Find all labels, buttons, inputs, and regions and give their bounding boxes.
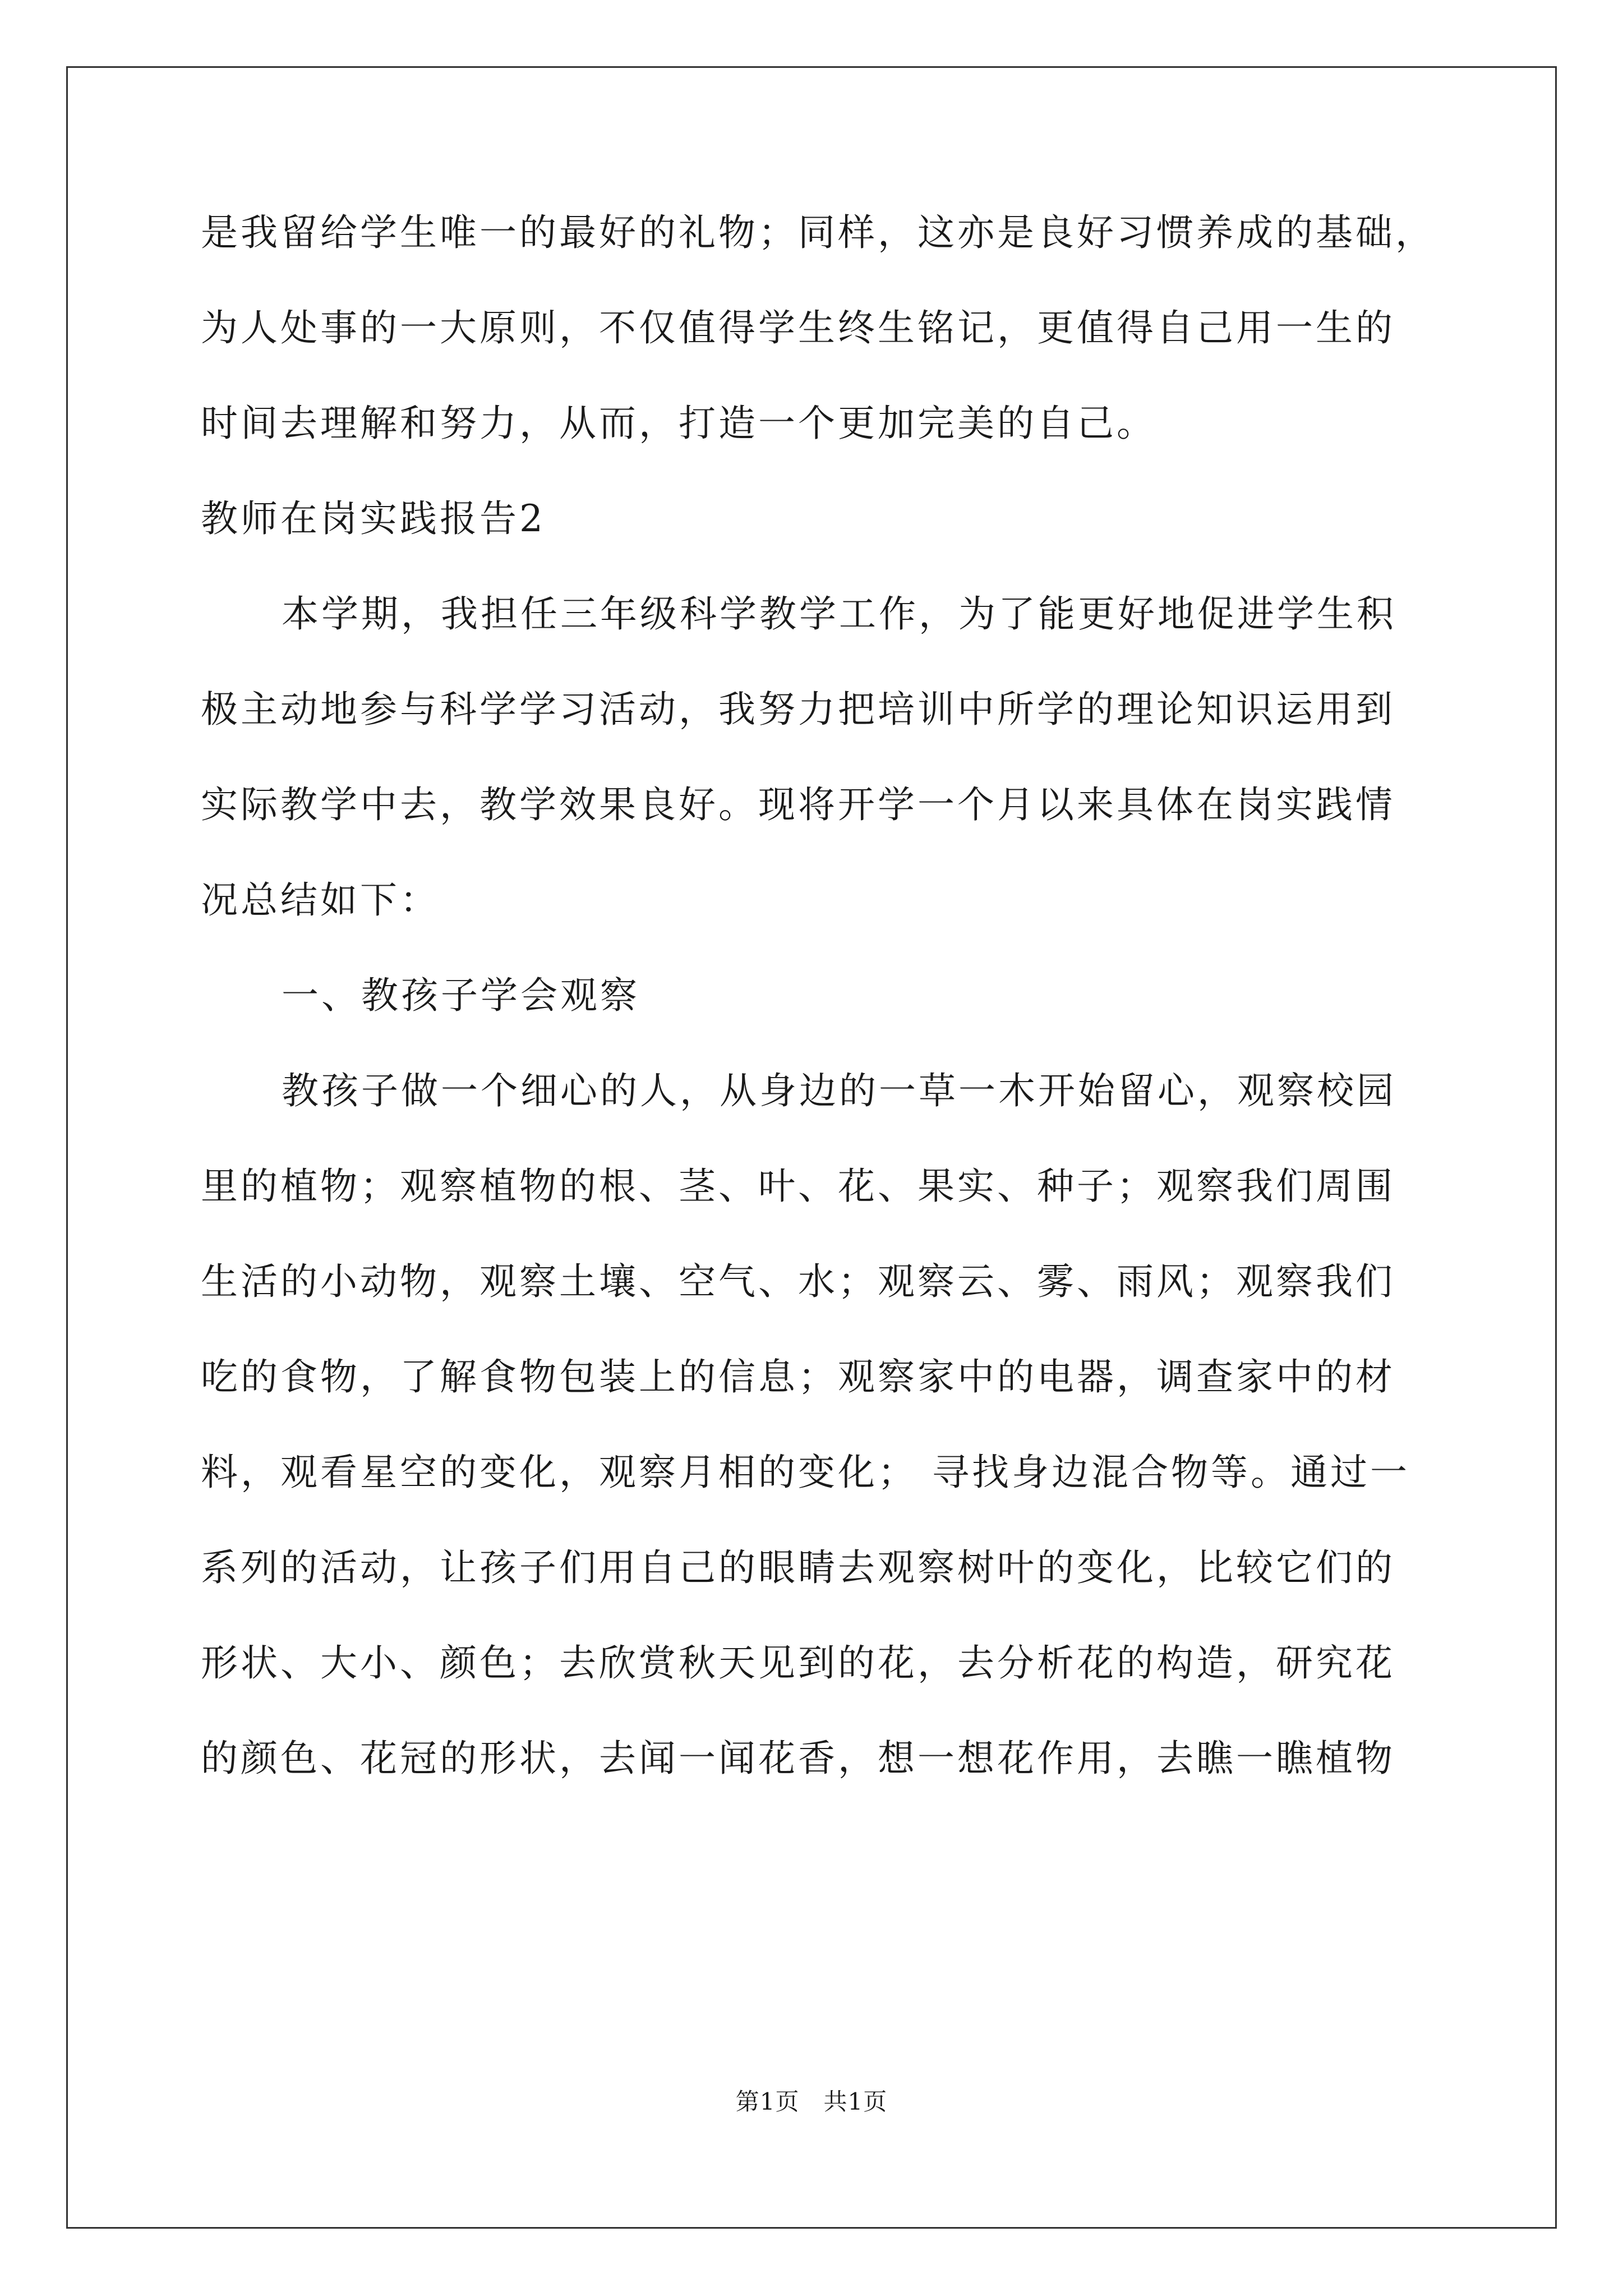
page-border bbox=[66, 66, 1557, 2229]
paragraph-line: 本学期，我担任三年级科学教学工作，为了能更好地促进学生积 bbox=[282, 592, 1396, 636]
paragraph-line: 时间去理解和努力，从而，打造一个更加完美的自己。 bbox=[201, 402, 1156, 445]
section-heading: 教师在岗实践报告2 bbox=[201, 497, 546, 540]
paragraph-line: 为人处事的一大原则，不仅值得学生终生铭记，更值得自己用一生的 bbox=[201, 306, 1395, 349]
paragraph-line: 里的植物；观察植物的根、茎、叶、花、果实、种子；观察我们周围 bbox=[201, 1165, 1395, 1208]
paragraph-line: 形状、大小、颜色；去欣赏秋天见到的花，去分析花的构造，研究花 bbox=[201, 1641, 1395, 1685]
paragraph-line: 是我留给学生唯一的最好的礼物；同样，这亦是良好习惯养成的基础， bbox=[201, 211, 1435, 254]
paragraph-line: 实际教学中去，教学效果良好。现将开学一个月以来具体在岗实践情 bbox=[201, 783, 1395, 826]
paragraph-line: 生活的小动物，观察土壤、空气、水；观察云、雾、雨风；观察我们 bbox=[201, 1260, 1395, 1303]
paragraph-line: 极主动地参与科学学习活动，我努力把培训中所学的理论知识运用到 bbox=[201, 688, 1395, 731]
page-number-footer: 第1页 共1页 bbox=[735, 2088, 888, 2115]
paragraph-line: 料，观看星空的变化，观察月相的变化； 寻找身边混合物等。通过一 bbox=[201, 1451, 1410, 1494]
subsection-heading: 一、教孩子学会观察 bbox=[282, 974, 640, 1017]
paragraph-line: 况总结如下： bbox=[201, 878, 440, 922]
paragraph-line: 吃的食物，了解食物包装上的信息；观察家中的电器，调查家中的材 bbox=[201, 1355, 1395, 1398]
paragraph-line: 的颜色、花冠的形状，去闻一闻花香，想一想花作用，去瞧一瞧植物 bbox=[201, 1737, 1395, 1780]
paragraph-line: 教孩子做一个细心的人，从身边的一草一木开始留心，观察校园 bbox=[282, 1069, 1396, 1112]
paragraph-line: 系列的活动，让孩子们用自己的眼睛去观察树叶的变化，比较它们的 bbox=[201, 1546, 1395, 1589]
